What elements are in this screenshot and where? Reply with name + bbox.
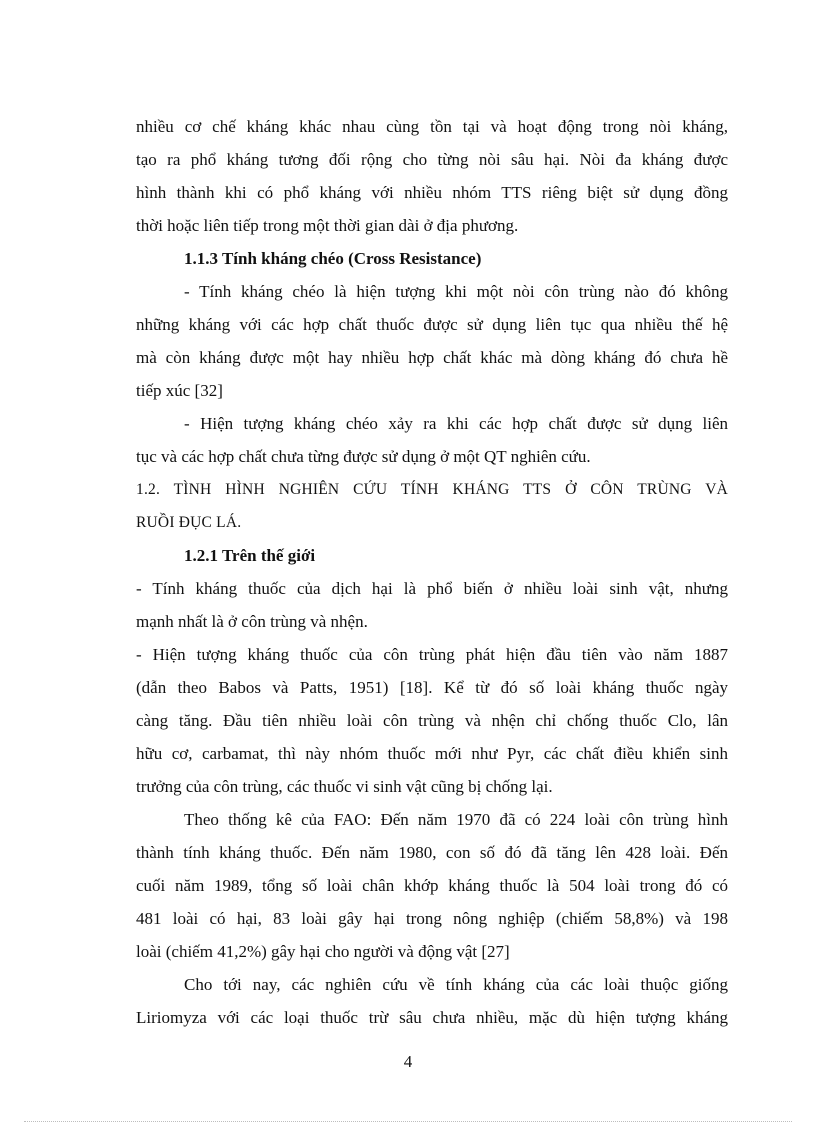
- text-line: thành tính kháng thuốc. Đến năm 1980, con số đó đã tăng lên 428 loài. Đến: [136, 843, 728, 862]
- text-line: (dẫn theo Babos và Patts, 1951) [18]. Kể từ đó số loài kháng thuốc ngày: [136, 678, 728, 697]
- text-line: tạo ra phổ kháng tương đối rộng cho từng nòi sâu hại. Nòi đa kháng được: [136, 150, 728, 169]
- section-heading-1-2-cont: RUỒI ĐỤC LÁ.: [136, 514, 242, 531]
- text-line: 481 loài có hại, 83 loài gây hại trong nông nghiệp (chiếm 58,8%) và 198: [136, 909, 728, 928]
- text-line: mà còn kháng được một hay nhiều hợp chất khác mà dòng kháng đó chưa hề: [136, 348, 728, 367]
- body-text: [136, 110, 728, 1034]
- page-bottom-border: [24, 1121, 792, 1122]
- text-line: - Tính kháng chéo là hiện tượng khi một nòi côn trùng nào đó không: [184, 282, 728, 301]
- text-line: loài (chiếm 41,2%) gây hại cho người và động vật [27]: [136, 942, 510, 961]
- section-heading-1-2-1: 1.2.1 Trên thế giới: [184, 546, 316, 565]
- text-line: trưởng của côn trùng, các thuốc vi sinh vật cũng bị chống lại.: [136, 777, 553, 796]
- section-heading-1-2: 1.2. TÌNH HÌNH NGHIÊN CỨU TÍNH KHÁNG TTS Ở CÔN TRÙNG VÀ: [136, 481, 728, 498]
- text-line: càng tăng. Đầu tiên nhiều loài côn trùng và nhện chỉ chống thuốc Clo, lân: [136, 711, 728, 730]
- text-line: cuối năm 1989, tổng số loài chân khớp kháng thuốc là 504 loài trong đó có: [136, 876, 728, 895]
- text-line: - Tính kháng thuốc của dịch hại là phổ biến ở nhiều loài sinh vật, nhưng: [136, 579, 728, 598]
- text-line: mạnh nhất là ở côn trùng và nhện.: [136, 612, 368, 631]
- text-line: - Hiện tượng kháng thuốc của côn trùng phát hiện đầu tiên vào năm 1887: [136, 645, 728, 664]
- page-number: 4: [403, 1052, 413, 1071]
- text-line: những kháng với các hợp chất thuốc được sử dụng liên tục qua nhiều thế hệ: [136, 315, 728, 334]
- text-line: hữu cơ, carbamat, thì này nhóm thuốc mới như Pyr, các chất điều khiển sinh: [136, 744, 728, 763]
- text-line: Cho tới nay, các nghiên cứu về tính kháng của các loài thuộc giống: [184, 975, 728, 994]
- text-line: tục và các hợp chất chưa từng được sử dụng ở một QT nghiên cứu.: [136, 447, 591, 466]
- text-line: thời hoặc liên tiếp trong một thời gian dài ở địa phương.: [136, 216, 519, 235]
- text-line: tiếp xúc [32]: [136, 381, 223, 400]
- text-line: - Hiện tượng kháng chéo xảy ra khi các hợp chất được sử dụng liên: [184, 414, 728, 433]
- text-line: Theo thống kê của FAO: Đến năm 1970 đã có 224 loài côn trùng hình: [184, 810, 728, 829]
- text-line: hình thành khi có phổ kháng với nhiều nhóm TTS riêng biệt sử dụng đồng: [136, 183, 728, 202]
- text-line: Liriomyza với các loại thuốc trừ sâu chưa nhiều, mặc dù hiện tượng kháng: [136, 1008, 728, 1027]
- text-line: nhiều cơ chế kháng khác nhau cùng tồn tại và hoạt động trong nòi kháng,: [136, 117, 728, 136]
- section-heading-1-1-3: 1.1.3 Tính kháng chéo (Cross Resistance): [184, 249, 482, 268]
